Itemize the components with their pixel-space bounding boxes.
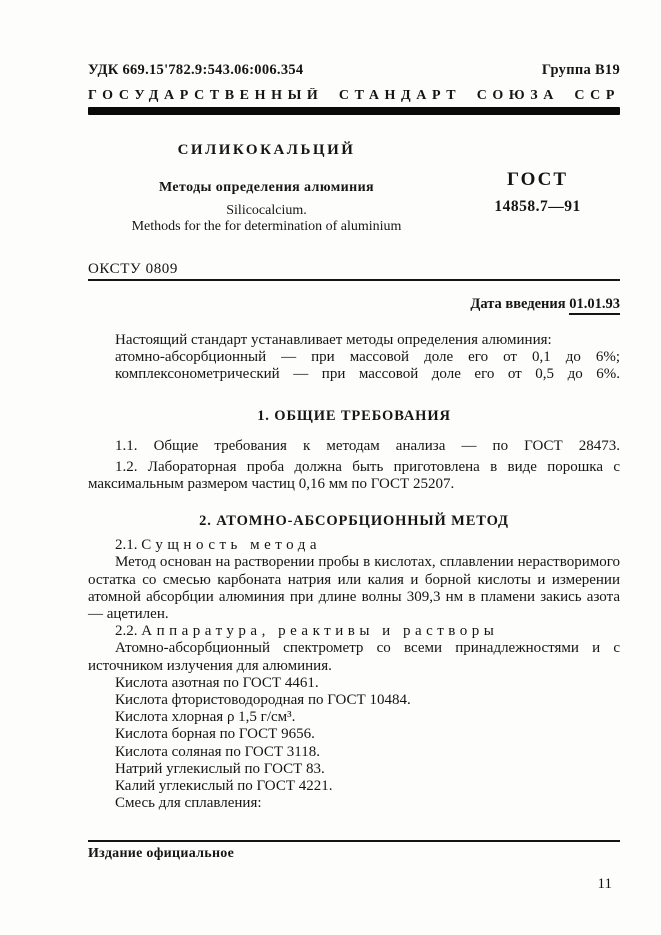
clause-2-2-title: Аппаратура, реактивы и растворы (141, 623, 499, 640)
reagent-item: Кислота борная по ГОСТ 9656. (115, 726, 315, 743)
document-subtitle-ru: Методы определения алюминия (158, 180, 375, 195)
gost-designation (455, 142, 620, 235)
document-subtitle-en: Methods for the for determination of aluminium (131, 219, 402, 234)
effective-date-row (88, 296, 620, 313)
title-column (88, 142, 455, 235)
reagent-item: Кислота соляная по ГОСТ 3118. (115, 743, 321, 760)
method-atomic-line: атомно-абсорбционный — при массовой доле его от 0,1 до 6%; (115, 349, 620, 366)
reagent-item: Кислота азотная по ГОСТ 4461. (115, 674, 319, 691)
spectrometer-paragraph: Атомно-абсорбционный спектрометр со всеми принадлежностями и с источником излучения для алюминия. (88, 640, 620, 674)
clause-2-1-number: 2.1. (115, 537, 138, 554)
section1-heading: 1. ОБЩИЕ ТРЕБОВАНИЯ (257, 407, 451, 424)
group-code: Группа В19 (541, 62, 620, 78)
method-complexometric-line: комплексонометрический — при массовой доле его от 0,5 до 6%. (115, 366, 620, 383)
footer-edition-row (88, 840, 620, 862)
reagent-item: Натрий углекислый по ГОСТ 83. (115, 760, 325, 777)
intro-paragraph: Настоящий стандарт устанавливает методы определения алюминия: (115, 332, 552, 348)
reagent-item: Смесь для сплавления: (115, 795, 262, 812)
okstu-row (88, 261, 620, 281)
reagent-item: Калий углекислый по ГОСТ 4221. (115, 778, 333, 795)
section2-heading: 2. АТОМНО-АБСОРБЦИОННЫЙ МЕТОД (199, 513, 509, 530)
state-standard-title: ГОСУДАРСТВЕННЫЙ СТАНДАРТ СОЮЗА ССР (88, 88, 620, 103)
effective-date-label: Дата введения (470, 296, 566, 312)
title-block (88, 142, 620, 235)
section1-clause-1-2: 1.2. Лабораторная проба должна быть приготовлена в виде порошка с максимальным размером частиц 0,16 мм по ГОСТ 25207. (88, 458, 620, 493)
section1-clause-1-1: 1.1. Общие требования к методам анализа — по ГОСТ 28473. (115, 437, 620, 454)
clause-2-1-title: Сущность метода (141, 537, 322, 554)
clause-2-1-paragraph: Метод основан на растворении пробы в кислотах, сплавлении нерастворимого остатка со смесью карбоната натрия или калия и борной кислоты и измерении атомной абсорбции алюминия при длине волны 309,3 нм в пламени закись азота — ацетилен. (88, 554, 620, 623)
clause-2-2-number: 2.2. (115, 623, 138, 640)
document-title-en: Silicocalcium. (226, 203, 307, 218)
okstu-code: ОКСТУ 0809 (88, 261, 179, 277)
page-number: 11 (597, 876, 612, 892)
clause-2-2-subheading (88, 623, 620, 640)
header-rule (88, 107, 620, 115)
clause-2-1-subheading (88, 537, 620, 554)
reagent-item: Кислота фтористоводородная по ГОСТ 10484. (115, 692, 411, 709)
udk-code: УДК 669.15'782.9:543.06:006.354 (88, 62, 304, 78)
classification-row (88, 62, 620, 79)
page-content (88, 62, 620, 812)
reagent-item: Кислота хлорная ρ 1,5 г/см³. (115, 709, 296, 726)
gost-number: 14858.7—91 (494, 198, 581, 215)
effective-date-value: 01.01.93 (569, 296, 620, 315)
edition-label: Издание официальное (88, 846, 235, 861)
document-title-ru: СИЛИКОКАЛЬЦИЙ (177, 142, 356, 158)
gost-label: ГОСТ (506, 169, 569, 190)
